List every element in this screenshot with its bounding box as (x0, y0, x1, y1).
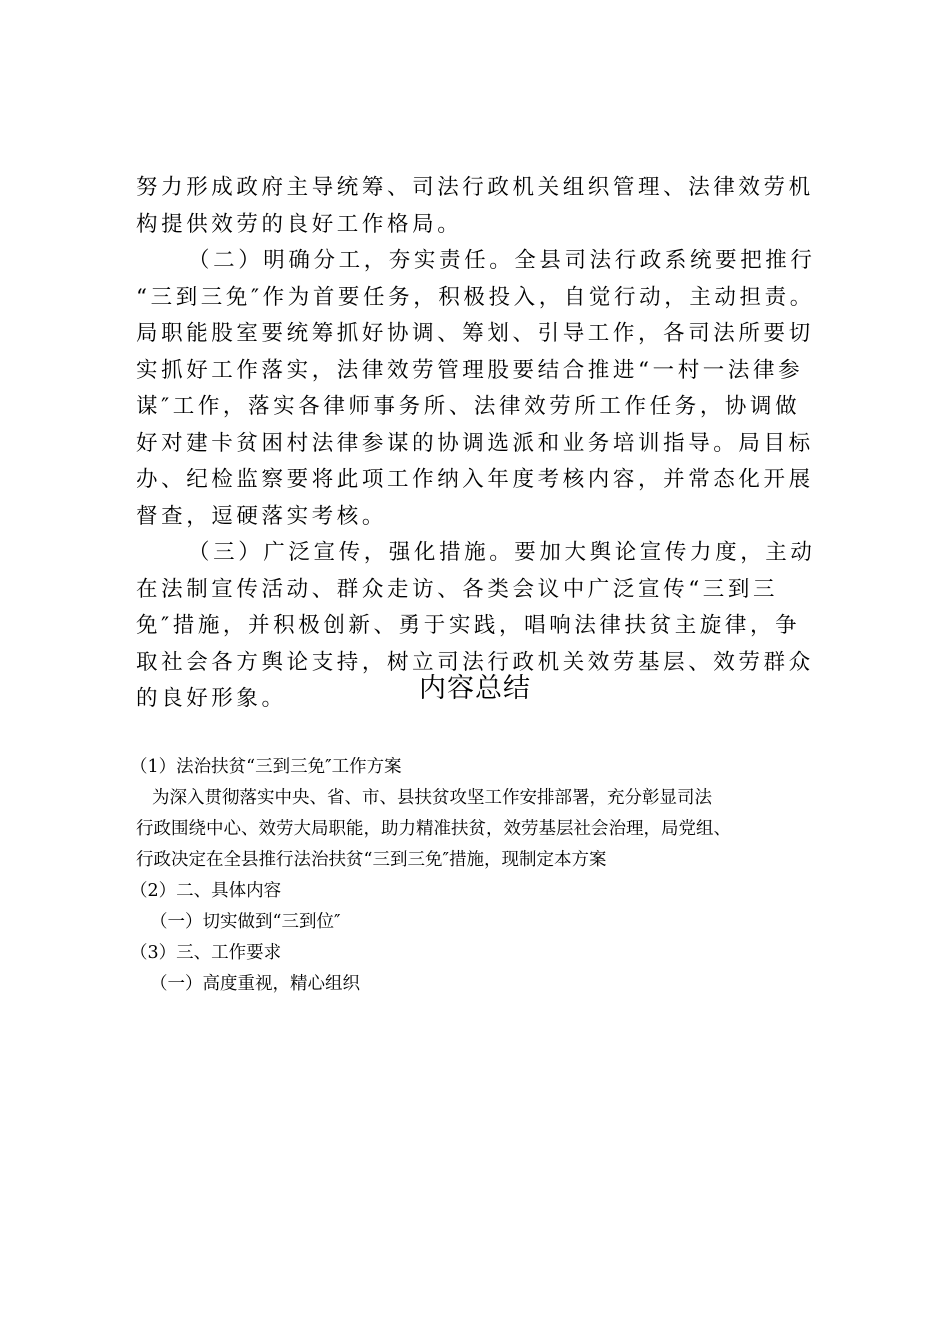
summary-item-1-text-line-2: 行政围绕中心、效劳大局职能，助力精准扶贫，效劳基层社会治理，局党组、 (136, 819, 731, 839)
summary-item-1: （1）法治扶贫“三到三免″工作方案 (130, 757, 402, 777)
paragraph-2-line-1: （二）明确分工，夯实责任。全县司法行政系统要把推行 (188, 248, 816, 273)
summary-item-3: （3）三、工作要求 (130, 943, 282, 963)
paragraph-3-line-4: 取社会各方舆论支持，树立司法行政机关效劳基层、效劳群众 (136, 649, 814, 675)
summary-list (130, 752, 856, 1000)
paragraph-2-line-8: 督查，逗硬落实考核。 (136, 503, 388, 529)
paragraph-1-line-1: 努力形成政府主导统筹、司法行政机关组织管理、法律效劳机 (136, 175, 814, 200)
paragraph-3-line-5: 的良好形象。 (136, 686, 287, 711)
paragraph-2-line-3: 局职能股室要统筹抓好协调、筹划、引导工作，各司法所要切 (136, 321, 814, 346)
paragraph-3-line-1: （三）广泛宣传，强化措施。要加大舆论宣传力度，主动 (188, 540, 816, 565)
paragraph-2-line-7: 办、纪检监察要将此项工作纳入年度考核内容，并常态化开展 (136, 467, 814, 492)
summary-item-1-text-line-3: 行政决定在全县推行法治扶贫“三到三免″措施，现制定本方案 (136, 850, 607, 870)
summary-item-2-sub: （一）切实做到“三到位″ (150, 912, 341, 932)
paragraph-2-line-2: “三到三免″作为首要任务，积极投入，自觉行动，主动担责。 (136, 284, 815, 310)
summary-title: 内容总结 (419, 673, 531, 704)
summary-item-3-sub: （一）高度重视，精心组织 (150, 974, 360, 994)
paragraph-2-line-4: 实抓好工作落实，法律效劳管理股要结合推进“一村一法律参 (136, 357, 804, 383)
paragraph-2-line-5: 谋″工作，落实各律师事务所、法律效劳所工作任务，协调做 (136, 394, 801, 419)
paragraph-3-line-3: 免″措施，并积极创新、勇于实践，唱响法律扶贫主旋律，争 (136, 613, 801, 638)
summary-item-2: （2）二、具体内容 (130, 881, 282, 901)
body-text (136, 170, 836, 718)
summary-item-1-text-line-1: 为深入贯彻落实中央、省、市、县扶贫攻坚工作安排部署，充分彰显司法 (152, 788, 712, 808)
paragraph-3-line-2: 在法制宣传活动、群众走访、各类会议中广泛宣传“三到三 (136, 576, 779, 602)
paragraph-1-line-2: 构提供效劳的良好工作格局。 (136, 211, 463, 237)
paragraph-2-line-6: 好对建卡贫困村法律参谋的协调选派和业务培训指导。局目标 (136, 430, 814, 456)
